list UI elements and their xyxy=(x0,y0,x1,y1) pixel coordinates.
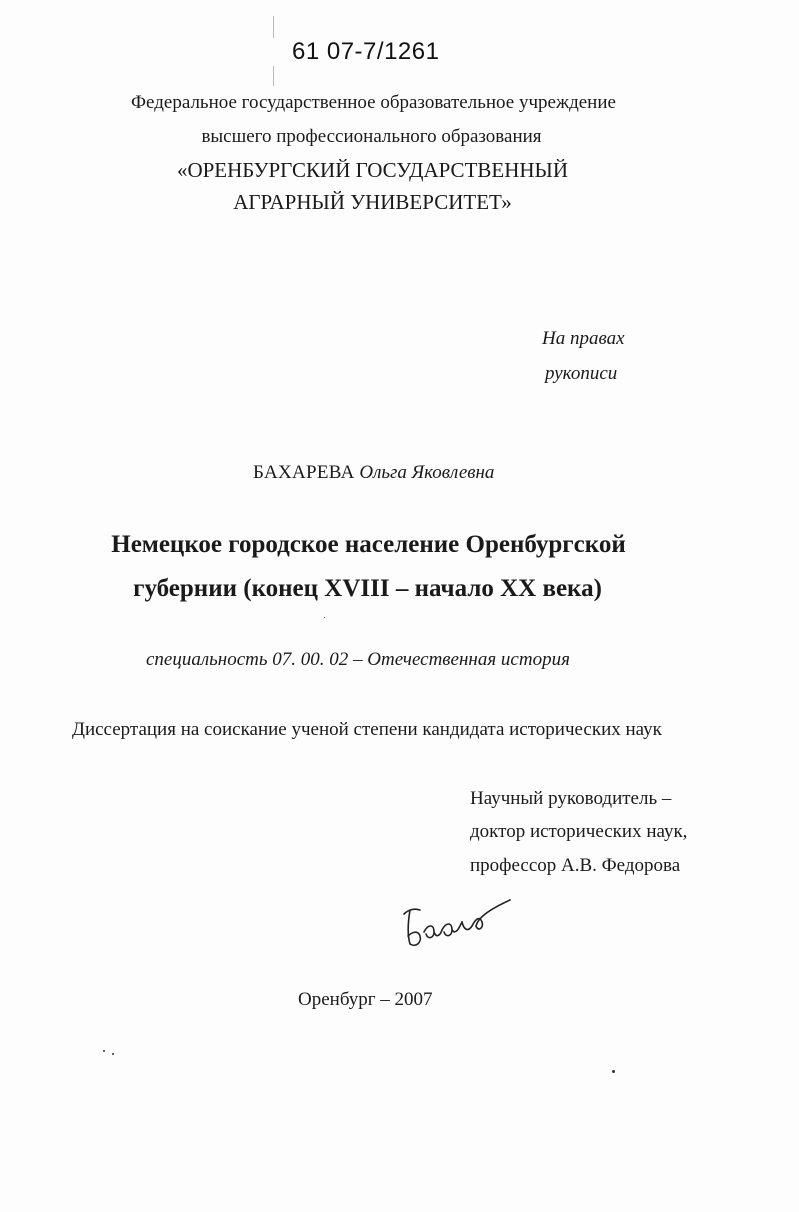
scan-speck xyxy=(612,1070,615,1073)
thesis-type-line: Диссертация на соискание ученой степени кандидата исторических наук xyxy=(72,719,662,740)
dissertation-title-line-1: Немецкое городское население Оренбургской xyxy=(111,531,626,558)
advisor-line-3: профессор А.В. Федорова xyxy=(470,855,681,876)
city-and-year: Оренбург – 2007 xyxy=(298,989,433,1010)
advisor-line-1: Научный руководитель – xyxy=(470,788,672,809)
scan-artifact-line xyxy=(273,66,274,86)
scan-speck xyxy=(112,1053,114,1055)
scan-artifact-line xyxy=(273,16,274,38)
manuscript-rights-line-2: рукописи xyxy=(545,363,618,384)
scan-speck xyxy=(324,617,325,618)
institution-line-1: Федеральное государственное образовательное учреждение xyxy=(131,92,616,113)
scan-speck xyxy=(103,1050,105,1052)
institution-line-2: высшего профессионального образования xyxy=(201,126,542,147)
dissertation-title-line-2: губернии (конец XVIII – начало XX века) xyxy=(133,575,602,602)
archive-stamp-number: 61 07-7/1261 xyxy=(292,38,440,65)
specialty-line: специальность 07. 00. 02 – Отечественная история xyxy=(146,649,570,670)
advisor-line-2: доктор исторических наук, xyxy=(470,821,688,842)
author-surname: БАХАРЕВА xyxy=(253,462,355,483)
manuscript-rights-line-1: На правах xyxy=(542,328,625,349)
handwritten-signature xyxy=(398,892,518,954)
author-given-names: Ольга Яковлевна xyxy=(359,462,495,483)
institution-line-4: АГРАРНЫЙ УНИВЕРСИТЕТ» xyxy=(233,190,512,214)
institution-line-3: «ОРЕНБУРГСКИЙ ГОСУДАРСТВЕННЫЙ xyxy=(176,158,569,182)
author-name xyxy=(253,462,494,484)
